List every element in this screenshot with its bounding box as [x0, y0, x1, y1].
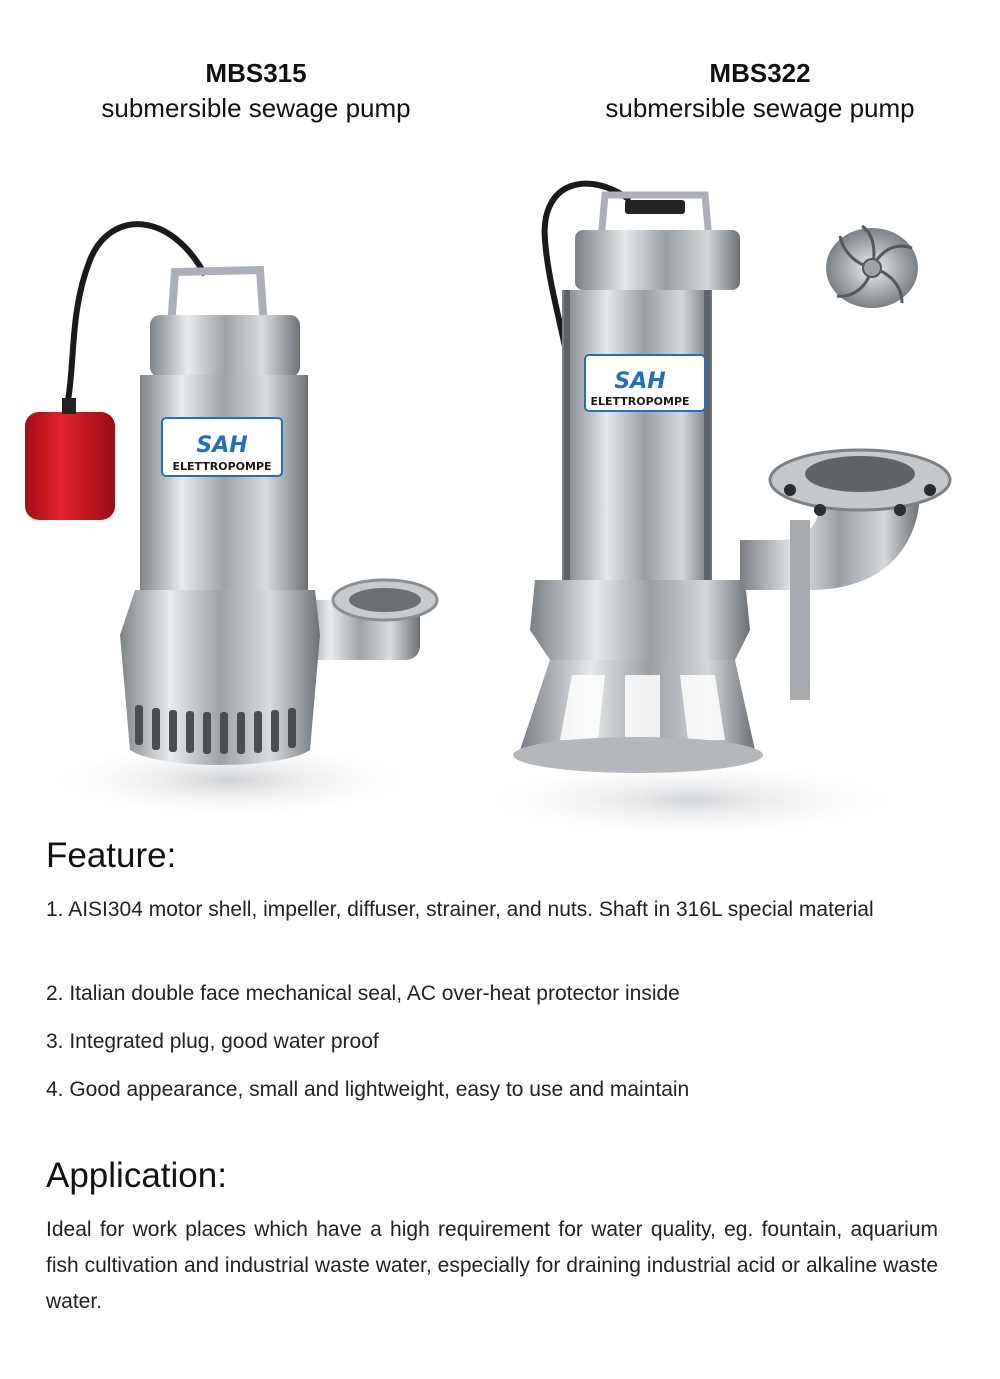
feature-heading: Feature:	[46, 836, 177, 875]
feature-item: 3. Integrated plug, good water proof	[46, 1030, 379, 1053]
float-switch	[25, 412, 115, 520]
impeller-image	[822, 218, 922, 318]
product-description: submersible sewage pump	[101, 93, 411, 123]
product-title-mbs322	[550, 56, 970, 126]
product-title-mbs315	[46, 56, 466, 126]
application-text: Ideal for work places which have a high requirement for water quality, eg. fountain, aquarium fish cultivation and industrial waste water, especially for draining industrial acid or alkaline waste water.	[46, 1218, 938, 1313]
application-heading: Application:	[46, 1156, 227, 1195]
brand-sub: ELETTROPOMPE	[590, 395, 690, 408]
feature-item: 2. Italian double face mechanical seal, AC over-heat protector inside	[46, 982, 680, 1005]
feature-item: 1. AISI304 motor shell, impeller, diffuser, strainer, and nuts. Shaft in 316L special material	[46, 898, 874, 921]
product-description: submersible sewage pump	[605, 93, 915, 123]
pump-image-mbs322	[490, 160, 1000, 840]
product-model: MBS315	[205, 58, 307, 88]
pump-image-mbs315	[0, 190, 470, 820]
product-model: MBS322	[709, 58, 811, 88]
brand-logo: SAH	[614, 369, 666, 394]
brand-sub: ELETTROPOMPE	[172, 460, 272, 473]
brand-logo: SAH	[196, 433, 248, 458]
feature-item: 4. Good appearance, small and lightweight, easy to use and maintain	[46, 1078, 690, 1101]
